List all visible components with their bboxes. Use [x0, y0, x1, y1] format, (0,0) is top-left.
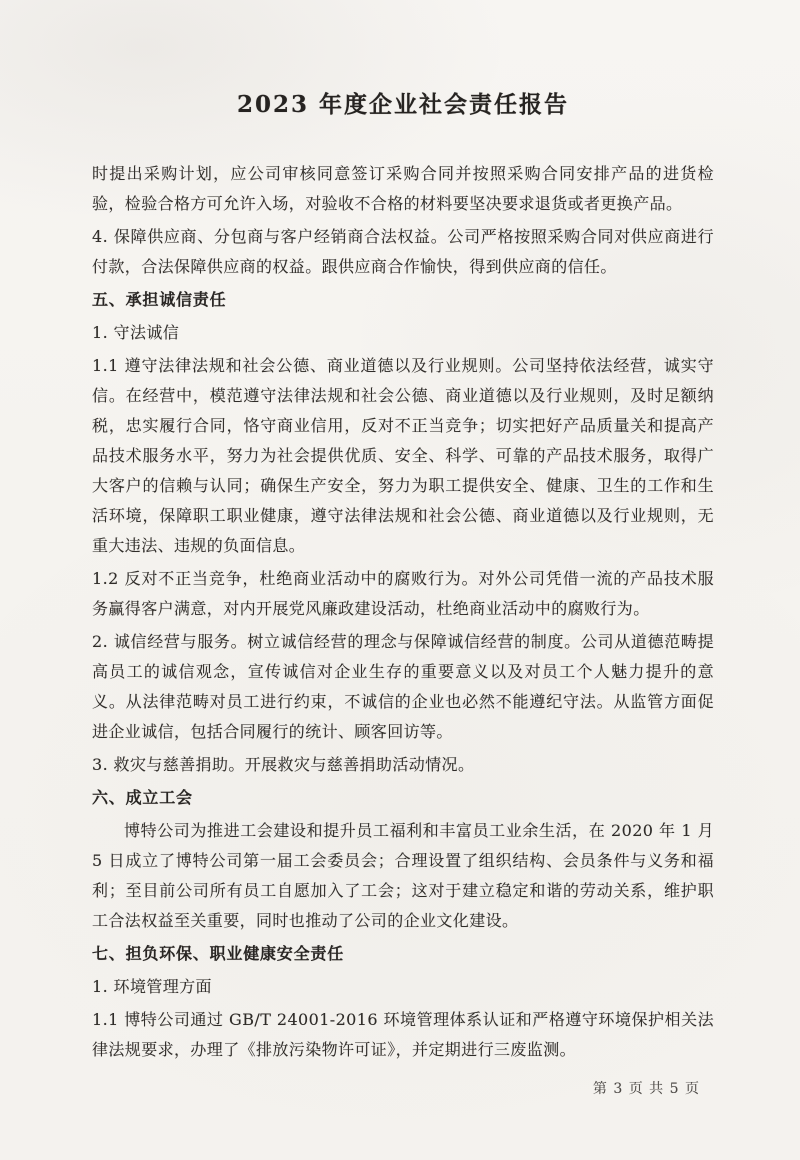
paragraph: 2. 诚信经营与服务。树立诚信经营的理念与保障诚信经营的制度。公司从道德范畴提高员工的诚信观念，宣传诚信对企业生存的重要意义以及对员工个人魅力提升的意义。从法律范畴对员工进行约束，不诚信的企业也必然不能遵纪守法。从监管方面促进企业诚信，包括合同履行的统计、顾客回访等。 [92, 632, 714, 741]
section-heading: 六、成立工会 [92, 788, 193, 807]
document-body [92, 86, 714, 1068]
paragraph: 4. 保障供应商、分包商与客户经销商合法权益。公司严格按照采购合同对供应商进行付款，合法保障供应商的权益。跟供应商合作愉快，得到供应商的信任。 [92, 227, 714, 276]
paragraph: 3. 救灾与慈善捐助。开展救灾与慈善捐助活动情况。 [92, 755, 475, 774]
section-heading: 七、担负环保、职业健康安全责任 [92, 944, 345, 963]
paragraph: 1.1 博特公司通过 GB/T 24001-2016 环境管理体系认证和严格遵守环境保护相关法律法规要求，办理了《排放污染物许可证》，并定期进行三废监测。 [92, 1010, 714, 1059]
paragraph: 1. 守法诚信 [92, 323, 180, 342]
page-number-footer: 第 3 页 共 5 页 [592, 1081, 700, 1097]
paragraph: 时提出采购计划，应公司审核同意签订采购合同并按照采购合同安排产品的进货检验，检验合格方可允许入场，对验收不合格的材料要坚决要求退货或者更换产品。 [92, 164, 714, 213]
paragraph: 1.2 反对不正当竞争，杜绝商业活动中的腐败行为。对外公司凭借一流的产品技术服务赢得客户满意，对内开展党风廉政建设活动，杜绝商业活动中的腐败行为。 [92, 569, 714, 618]
paragraph: 博特公司为推进工会建设和提升员工福利和丰富员工业余生活，在 2020 年 1 月 5 日成立了博特公司第一届工会委员会；合理设置了组织结构、会员条件与义务和福利；至目前公司所有员工自愿加入了工会；这对于建立稳定和谐的劳动关系，维护职工合法权益至关重要，同时也推动了公司的企业文化建设。 [92, 821, 714, 930]
paragraph: 1.1 遵守法律法规和社会公德、商业道德以及行业规则。公司坚持依法经营，诚实守信。在经营中，模范遵守法律法规和社会公德、商业道德以及行业规则，及时足额纳税，忠实履行合同，恪守商业信用，反对不正当竞争；切实把好产品质量关和提高产品技术服务水平，努力为社会提供优质、安全、科学、可靠的产品技术服务，取得广大客户的信赖与认同；确保生产安全，努力为职工提供安全、健康、卫生的工作和生活环境，保障职工职业健康，遵守法律法规和社会公德、商业道德以及行业规则，无重大违法、违规的负面信息。 [92, 356, 714, 555]
page-title: 2023 年度企业社会责任报告 [236, 91, 570, 118]
paragraph: 1. 环境管理方面 [92, 977, 212, 996]
section-heading: 五、承担诚信责任 [92, 290, 227, 309]
